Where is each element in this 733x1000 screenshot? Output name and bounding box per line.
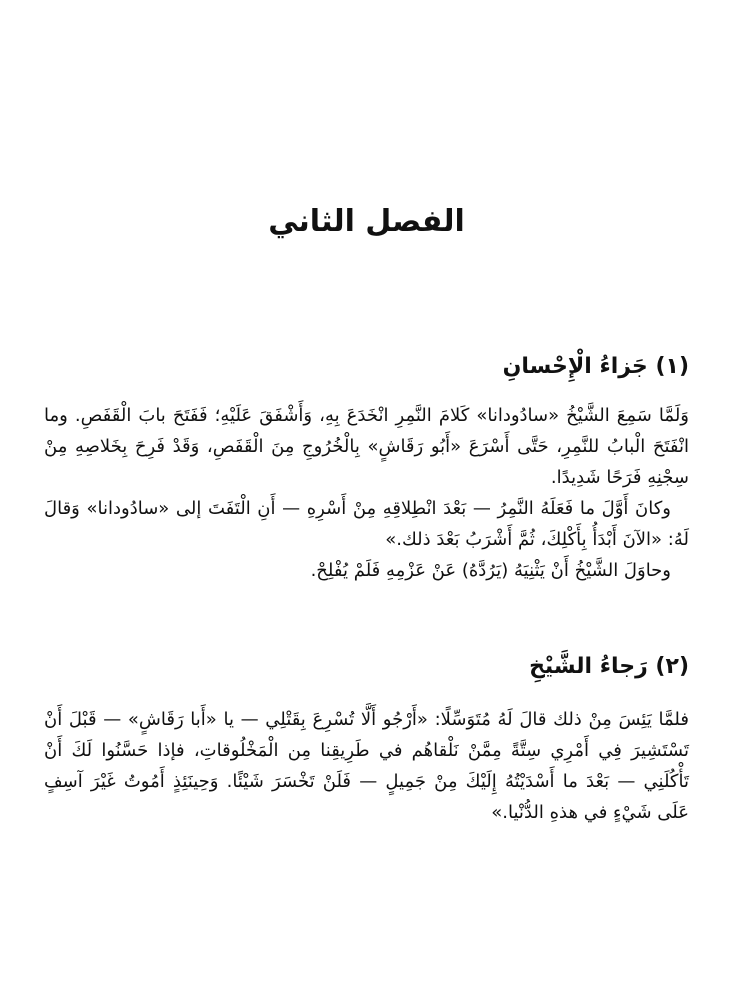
paragraph: وحاوَلَ الشَّيْخُ أَنْ يَثْنِيَهُ (يَرُدَّهُ) عَنْ عَزْمِهِ فَلَمْ يُفْلِحْ. — [310, 560, 671, 581]
paragraph: فلمَّا يَئِسَ مِنْ ذلك قالَ لَهُ مُتَوَسِّلًا: «أَرْجُو أَلَّا تُسْرِعَ بِقَتْلِي — يا «أَبا رَقَاشٍ» — قَبْلَ أَنْ تَسْتَشِيرَ فِي أَمْرِي سِتَّةً مِمَّنْ نَلْقاهُم في طَرِيقِنا مِن الْمَخْلُوقاتِ، فإذا حَسَّنُوا لَكَ أَنْ تَأْكُلَنِي — بَعْدَ ما أَسْدَيْتُهُ إِلَيْكَ مِنْ جَمِيلٍ — فَلَنْ تَخْسَرَ شَيْئًا. وَحِينَئِذٍ أَمُوتُ غَيْرَ آسِفٍ عَلَى شَيْءٍ في هذهِ الدُّنْيا.» — [44, 709, 689, 823]
section-heading-sheikhs-plea: (٢) رَجاءُ الشَّيْخِ — [529, 654, 689, 679]
paragraph: وكانَ أَوَّلَ ما فَعَلَهُ النَّمِرُ — بَعْدَ انْطِلاقِهِ مِنْ أَسْرِهِ — أَنِ الْتَفَتَ إلى «سادُودانا» وَقالَ لَهُ: «الآنَ أَبْدَأُ بِأَكْلِكَ، ثُمَّ أَشْرَبُ بَعْدَ ذلك.» — [44, 498, 689, 550]
paragraph: وَلَمَّا سَمِعَ الشَّيْخُ «سادُودانا» كَلامَ النَّمِرِ انْخَدَعَ بِهِ، وَأَشْفَقَ عَلَيْهِ؛ فَفَتَحَ بابَ الْقَفَصِ. وما انْفَتَحَ الْبابُ للنَّمِرِ، حَتَّى أَسْرَعَ «أَبُو رَقَاشٍ» بِالْخُرُوجِ مِنَ الْقَفَصِ، وَقَدْ فَرِحَ بِخَلاصِهِ مِنْ سِجْنِهِ فَرَحًا شَدِيدًا. — [44, 405, 689, 488]
chapter-title: الفصل الثاني — [268, 204, 465, 239]
section-heading-reward-of-kindness: (١) جَزاءُ الْإِحْسانِ — [502, 354, 689, 379]
document-page — [44, 0, 689, 1000]
section-body-sheikhs-plea — [44, 704, 689, 828]
section-body-reward-of-kindness — [44, 400, 689, 586]
